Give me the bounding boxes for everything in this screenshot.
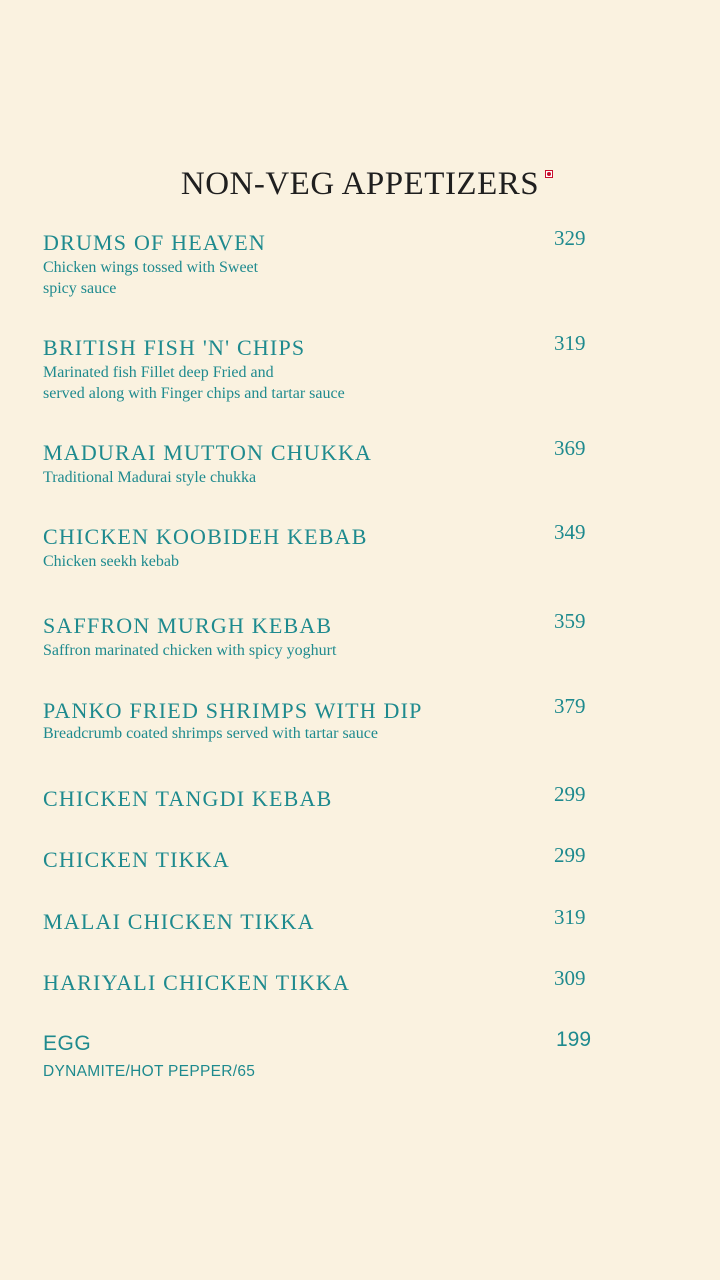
item-description: Traditional Madurai style chukka [43,469,257,486]
menu-title-wrap [181,166,539,203]
item-price: 359 [554,609,586,633]
item-name: CHICKEN TIKKA [43,847,230,872]
item-name: CHICKEN TANGDI KEBAB [43,786,333,811]
item-price: 329 [554,226,586,250]
menu-title [0,166,720,203]
item-price: 369 [554,436,586,460]
item-price: 349 [554,520,586,544]
item-description: Chicken wings tossed with Sweet spicy sauce [43,259,259,297]
item-name: SAFFRON MURGH KEBAB [43,613,333,638]
item-name: CHICKEN KOOBIDEH KEBAB [43,524,368,549]
item-price: 309 [554,966,586,990]
item-price: 379 [554,694,586,718]
item-description: Chicken seekh kebab [43,553,179,570]
item-description: Breadcrumb coated shrimps served with tartar sauce [43,725,378,742]
item-price: 319 [554,905,586,929]
item-price: 299 [554,782,586,806]
item-name: MADURAI MUTTON CHUKKA [43,440,373,465]
item-description: DYNAMITE/HOT PEPPER/65 [43,1063,256,1080]
item-name: DRUMS OF HEAVEN [43,230,266,255]
item-name: HARIYALI CHICKEN TIKKA [43,970,351,995]
item-name: PANKO FRIED SHRIMPS WITH DIP [43,698,423,723]
item-description: Marinated fish Fillet deep Fried and served along with Finger chips and tartar sauce [43,364,345,402]
item-name: BRITISH FISH 'N' CHIPS [43,335,306,360]
item-price: 319 [554,331,586,355]
item-price: 199 [556,1028,592,1051]
menu-title-text: NON-VEG APPETIZERS [180,166,540,202]
item-name: MALAI CHICKEN TIKKA [43,909,315,934]
item-name: EGG [43,1032,92,1055]
item-price: 299 [554,843,586,867]
non-veg-symbol-icon [545,170,553,178]
item-description: Saffron marinated chicken with spicy yoghurt [43,642,337,659]
